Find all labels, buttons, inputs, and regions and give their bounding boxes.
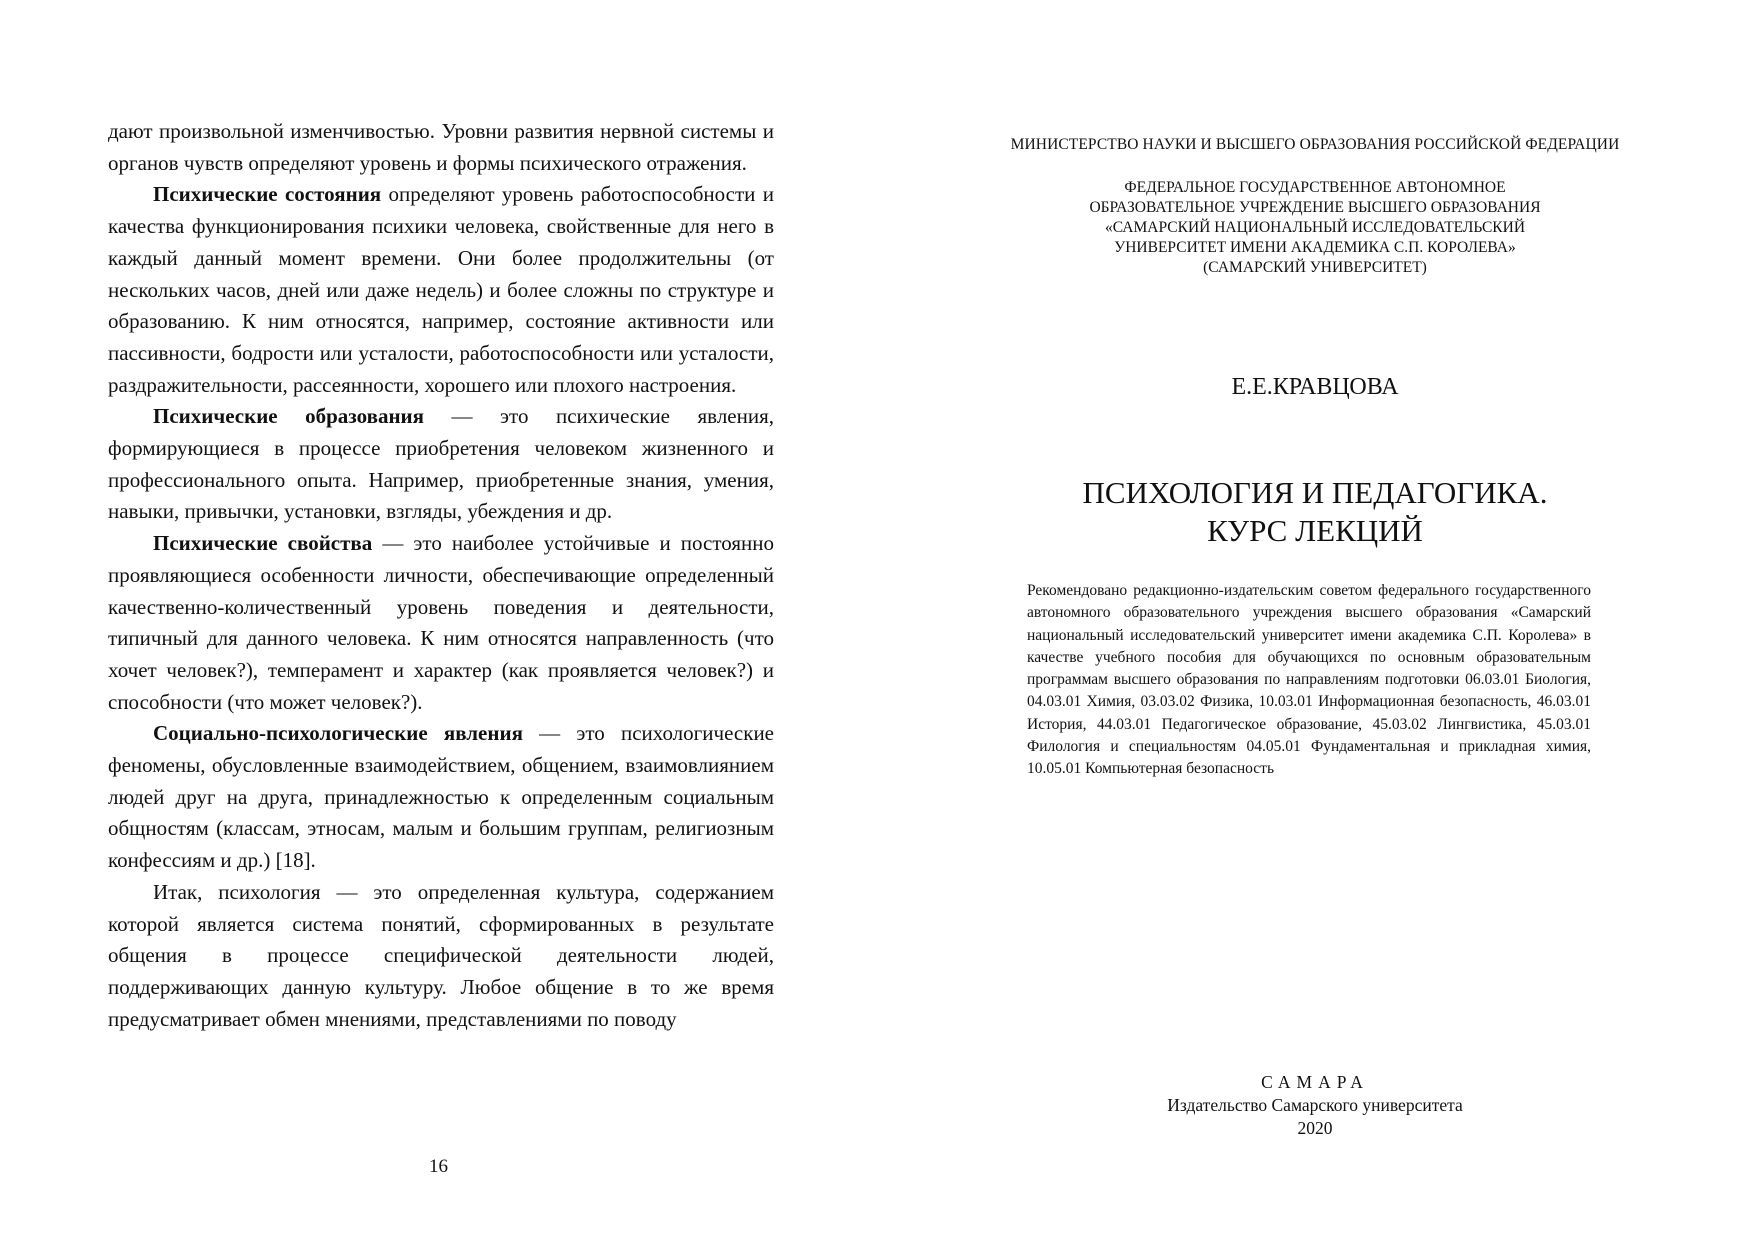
institution-line: ФЕДЕРАЛЬНОЕ ГОСУДАРСТВЕННОЕ АВТОНОМНОЕ — [1124, 179, 1506, 196]
right-page-title — [877, 0, 1754, 1240]
institution-line: УНИВЕРСИТЕТ ИМЕНИ АКАДЕМИКА С.П. КОРОЛЕВА» — [1114, 239, 1516, 256]
book-title-line1: ПСИХОЛОГИЯ И ПЕДАГОГИКА. — [1082, 475, 1548, 510]
institution-line: ОБРАЗОВАТЕЛЬНОЕ УЧРЕЖДЕНИЕ ВЫСШЕГО ОБРАЗОВАНИЯ — [1089, 199, 1541, 216]
publisher: Издательство Самарского университета — [1167, 1095, 1463, 1115]
book-title-line2: КУРС ЛЕКЦИЙ — [1207, 513, 1423, 548]
term-mental-states: Психические состояния — [153, 182, 382, 207]
institution-block — [915, 178, 1715, 278]
institution-line: «САМАРСКИЙ НАЦИОНАЛЬНЫЙ ИССЛЕДОВАТЕЛЬСКИЙ — [1104, 219, 1526, 236]
ministry-heading: МИНИСТЕРСТВО НАУКИ И ВЫСШЕГО ОБРАЗОВАНИЯ РОССИЙСКОЙ ФЕДЕРАЦИИ — [1010, 136, 1620, 153]
page-number: 16 — [429, 1156, 448, 1177]
recommendation-text: Рекомендовано редакционно-издательским советом федерального государственного автономного образовательного учреждения высшего образования «Самарский национальный исследовательский университет имени академика С.П. Королева» в качестве учебного пособия для обучающихся по основным образовательным программам высшего образования по направлениям подготовки 06.03.01 Биология, 04.03.01 Химия, 03.03.02 Физика, 10.03.01 Информационная безопасность, 46.03.01 История, 44.03.01 Педагогическое образование, 45.03.02 Лингвистика, 45.03.01 Филология и специальностям 04.05.01 Фундаментальная и прикладная химия, 10.05.01 Компьютерная безопасность — [1027, 582, 1591, 778]
paragraph-1: дают произвольной изменчивостью. Уровни развития нервной системы и органов чувств определяют уровень и формы психического отражения. — [108, 119, 774, 175]
author-name: Е.Е.КРАВЦОВА — [1231, 374, 1399, 400]
city: САМАРА — [1261, 1072, 1369, 1092]
term-mental-formations: Психические образования — [153, 404, 425, 429]
imprint — [915, 1071, 1715, 1140]
book-title — [915, 474, 1715, 550]
institution-line: (САМАРСКИЙ УНИВЕРСИТЕТ) — [1203, 259, 1427, 276]
term-social-phenomena: Социально-психологические явления — [153, 721, 523, 746]
year: 2020 — [1297, 1118, 1333, 1138]
paragraph-conclusion: Итак, психология — это определенная культура, содержанием которой является система понятий, сформированных в результате общения в процессе специфической деятельности людей, поддерживающих данную культуру. Любое общение в то же время предусматривает обмен мнениями, представлениями по поводу — [108, 879, 774, 1031]
paragraph-social-phenomena: Социально-психологические явления — это психологические феномены, обусловленные взаимодействием, общением, взаимовлиянием людей друг на друга, принадлежностью к определенным социальным общностям (классам, этносам, малым и большим группам, религиозным конфессиям и др.) [18]. — [108, 721, 775, 873]
paragraph-mental-formations: Психические образования — это психические явления, формирующиеся в процессе приобретения человеком жизненного и профессионального опыта. Например, приобретенные знания, умения, навыки, привычки, установки, взгляды, убеждения и др. — [108, 404, 774, 524]
paragraph-mental-states: Психические состояния определяют уровень работоспособности и качества функционирования психики человека, свойственные для него в каждый данный момент времени. Они более продолжительны (от нескольких часов, дней или даже недель) и более сложны по структуре и образованию. К ним относятся, например, состояние активности или пассивности, бодрости или усталости, работоспособности или усталости, раздражительности, рассеянности, хорошего или плохого настроения. — [108, 182, 774, 397]
body-text — [108, 116, 774, 1035]
term-mental-properties: Психические свойства — [153, 531, 373, 556]
paragraph-mental-properties: Психические свойства — это наиболее устойчивые и постоянно проявляющиеся особенности личности, обеспечивающие определенный качественно-количественный уровень поведения и деятельности, типичный для данного человека. К ним относятся направленность (что хочет человек?), темперамент и характер (как проявляется человек?) и способности (что может человек?). — [108, 531, 774, 714]
